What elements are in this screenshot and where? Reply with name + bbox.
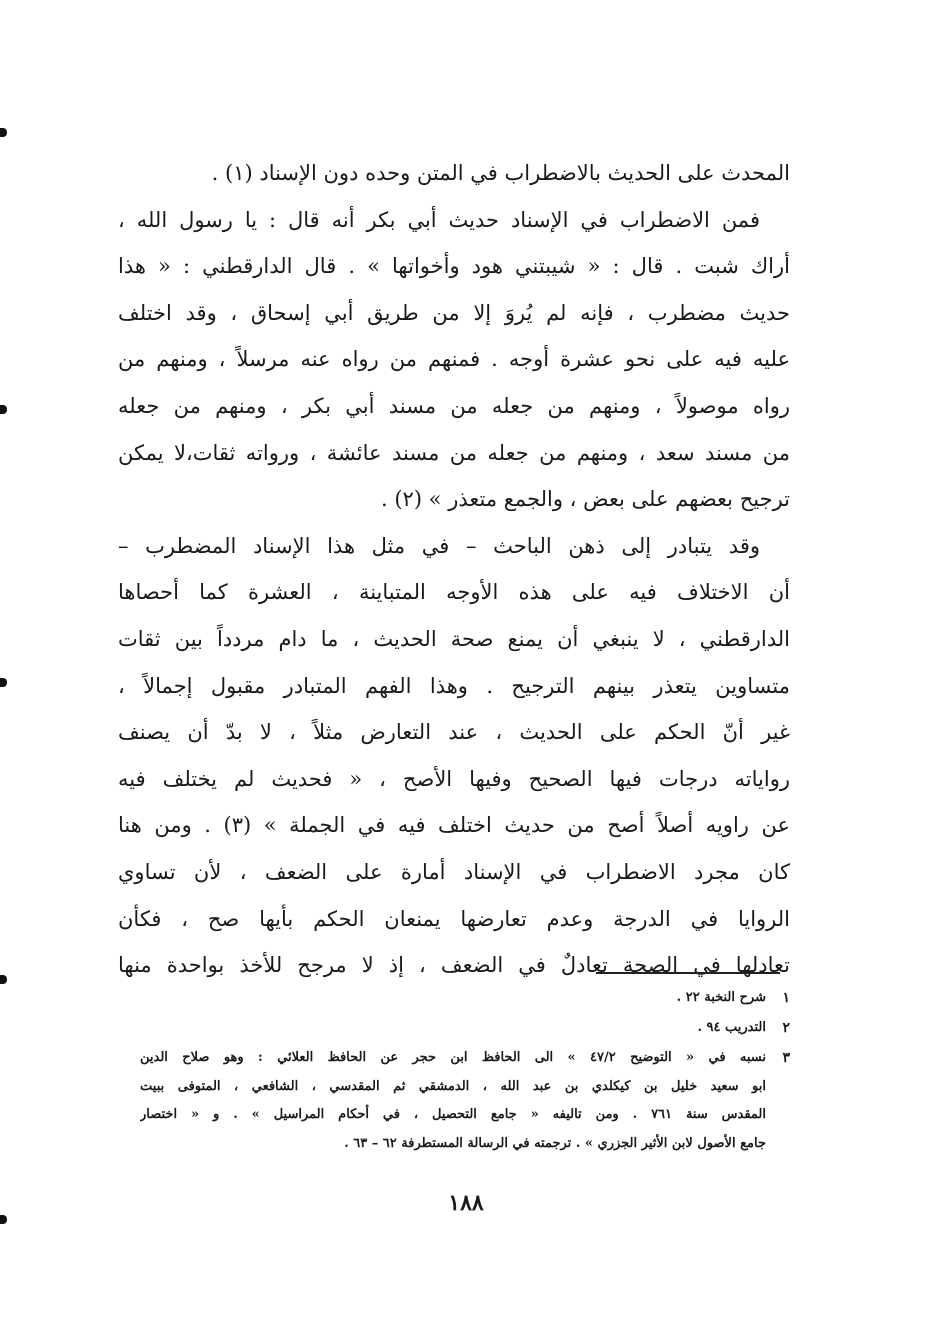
text-line: الروايا في الدرجة وعدم تعارضها يمنعان الحكم بأيها صح ، فكأن xyxy=(118,906,790,931)
footnote-number: ٢ xyxy=(782,1020,790,1036)
scan-edge-mark xyxy=(0,975,7,984)
body-text xyxy=(118,150,790,989)
text-line: وقد يتبادر إلى ذهن الباحث – في مثل هذا الإسناد المضطرب – xyxy=(118,533,760,558)
text-line: رواياته درجات فيها الصحيح وفيها الأصح ، « فحديث لم يختلف فيه xyxy=(118,766,790,791)
footnote-line: التدريب ٩٤ . xyxy=(697,1020,766,1035)
footnote-line: جامع الأصول لابن الأثير الجزري » . ترجمته في الرسالة المستطرفة ٦٢ – ٦٣ . xyxy=(344,1135,766,1151)
text-line: كان مجرد الاضطراب في الإسناد أمارة على الضعف ، لأن تساوي xyxy=(118,859,790,884)
scan-edge-mark xyxy=(0,405,7,414)
text-line: الدارقطني ، لا ينبغي أن يمنع صحة الحديث ، ما دام مردداً بين ثقات xyxy=(118,626,790,651)
footnote xyxy=(140,1014,790,1043)
scan-edge-mark xyxy=(0,678,7,687)
text-line: عن راويه أصلاً أصح من حديث اختلف فيه في الجملة » (٣) . ومن هنا xyxy=(118,813,790,838)
text-line: المحدث على الحديث بالاضطراب في المتن وحده دون الإسناد (١) . xyxy=(211,161,790,185)
text-line: تعادلها في الصحة تعادلٌ في الضعف ، إذ لا مرجح للأخذ بواحدة منها xyxy=(118,953,790,978)
footnote xyxy=(140,1044,790,1158)
footnote-body xyxy=(140,1014,766,1043)
scan-edge-mark xyxy=(0,128,7,137)
footnote-body xyxy=(140,1044,766,1158)
text-line: ترجيح بعضهم على بعض ، والجمع متعذر » (٢) . xyxy=(380,487,790,512)
footnote-separator xyxy=(596,972,780,974)
text-line: من مسند سعد ، ومنهم من جعله من مسند عائشة ، ورواته ثقات،لا يمكن xyxy=(118,440,790,465)
footnote-line: شرح النخبة ٢٢ . xyxy=(676,990,766,1005)
text-line: غير أنّ الحكم على الحديث ، عند التعارض مثلاً ، لا بدّ أن يصنف xyxy=(118,720,790,745)
text-line: رواه موصولاً ، ومنهم من جعله من مسند أبي بكر ، ومنهم من جعله xyxy=(118,393,790,418)
text-line: عليه فيه على نحو عشرة أوجه . فمنهم من رواه عنه مرسلاً ، ومنهم من xyxy=(118,347,790,372)
text-line: متساوين يتعذر بينهم الترجيح . وهذا الفهم المتبادر مقبول إجمالاً ، xyxy=(118,673,790,698)
page-number: ١٨٨ xyxy=(448,1190,484,1216)
footnote-line: نسبه في « التوضيح ٤٧/٢ » الى الحافظ ابن حجر عن الحافظ العلائي : وهو صلاح الدين xyxy=(140,1050,766,1065)
text-line: أن الاختلاف فيه على هذه الأوجه المتباينة ، العشرة كما أحصاها xyxy=(118,580,790,605)
text-line: حديث مضطرب ، فإنه لم يُروَ إلا من طريق أبي إسحاق ، وقد اختلف xyxy=(118,300,790,325)
footnotes xyxy=(140,984,790,1159)
footnote-line: ابو سعيد خليل بن كيكلدي بن عبد الله ، الدمشقي ثم المقدسي ، الشافعي ، المتوفى ببيت xyxy=(140,1078,766,1094)
footnote xyxy=(140,984,790,1013)
footnote-number: ١ xyxy=(782,990,790,1006)
footnote-line: المقدس سنة ٧٦١ . ومن تاليفه « جامع التحصيل ، في أحكام المراسيل » . و « اختصار xyxy=(140,1107,766,1122)
footnote-number: ٣ xyxy=(782,1050,790,1066)
footnote-body xyxy=(140,984,766,1013)
text-line: أراك شبت . قال : « شيبتني هود وأخواتها » . قال الدارقطني : « هذا xyxy=(118,254,790,279)
text-line: فمن الاضطراب في الإسناد حديث أبي بكر أنه قال : يا رسول الله ، xyxy=(118,207,760,232)
scan-edge-mark xyxy=(0,1215,7,1224)
